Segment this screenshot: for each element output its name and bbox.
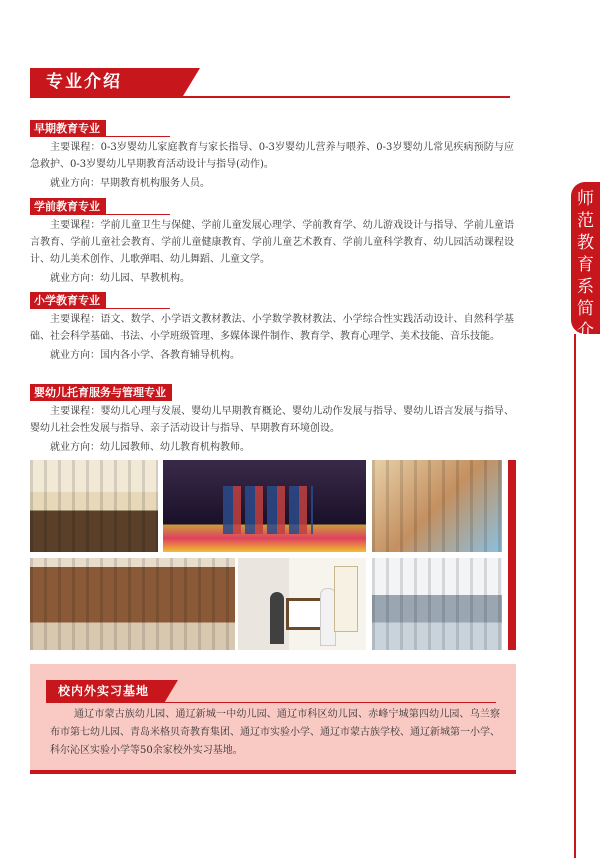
section-courses: 主要课程：语文、数学、小学语文教材教法、小学数学教材教法、小学综合性实践活动设计、自然科学基础、社会科学基础、书法、小学班级管理、多媒体课件制作、教育学、教育心理学、美术技能、音乐技能。 xyxy=(30,314,514,342)
practice-base-heading: 校内外实习基地 xyxy=(58,684,150,698)
page-title: 专业介绍 xyxy=(46,72,122,92)
section-heading: 学前教育专业 xyxy=(30,198,106,215)
practice-base-bottom-line xyxy=(30,770,516,774)
art-exhibit-photo xyxy=(30,558,235,650)
section-heading: 婴幼儿托育服务与管理专业 xyxy=(30,384,172,401)
side-tab-char: 简 xyxy=(577,299,594,319)
section-infant-care xyxy=(30,381,514,456)
section-courses: 主要课程：学前儿童卫生与保健、学前儿童发展心理学、学前教育学、幼儿游戏设计与指导、学前儿童语言教育、学前儿童社会教育、学前儿童健康教育、学前儿童艺术教育、学前儿童科学教育、幼儿园活动课程设计、幼儿美术创作、儿歌弹唱、幼儿舞蹈、儿童文学。 xyxy=(30,220,514,265)
section-courses: 主要课程：婴幼儿心理与发展、婴幼儿早期教育概论、婴幼儿动作发展与指导、婴幼儿语言发展与指导、婴幼儿社会性发展与指导、亲子活动设计与指导、早期教育环境创设。 xyxy=(30,406,514,434)
side-tab-char: 介 xyxy=(577,321,594,341)
side-tab-char: 育 xyxy=(577,255,594,275)
section-career: 就业方向：幼儿园教师、幼儿教育机构教师。 xyxy=(50,442,250,453)
photo-accent-bar xyxy=(508,460,516,650)
section-career: 就业方向：早期教育机构服务人员。 xyxy=(50,178,210,189)
side-tab-char: 师 xyxy=(577,189,594,209)
practice-base-text: 通辽市蒙古族幼儿园、通辽新城一中幼儿园、通辽市科区幼儿园、赤峰宁城第四幼儿园、乌兰察布市第七幼儿园、青岛米格贝奇教育集团、通辽市实验小学、通辽市蒙古族学校、通辽新城第一小学、科尔沁区实验小学等50余家校外实习基地。 xyxy=(50,709,500,756)
side-tab-char: 教 xyxy=(577,233,594,253)
section-heading: 小学教育专业 xyxy=(30,292,106,309)
section-courses: 主要课程：0-3岁婴幼儿家庭教育与家长指导、0-3岁婴幼儿营养与喂养、0-3岁婴幼儿常见疾病预防与应急救护、0-3岁婴幼儿早期教育活动设计与指导(动作)。 xyxy=(30,142,514,170)
computer-lab-photo xyxy=(372,558,502,650)
side-tab xyxy=(571,182,600,341)
side-divider xyxy=(574,334,576,858)
section-early-education xyxy=(30,117,514,192)
kindergarten-room-photo xyxy=(372,460,502,552)
section-preschool-education xyxy=(30,195,514,287)
side-tab-char: 范 xyxy=(577,211,594,231)
photo-collage xyxy=(30,460,514,650)
section-career: 就业方向：幼儿园、早教机构。 xyxy=(50,273,190,284)
calligraphy-presentation-photo xyxy=(238,558,366,650)
stage-performance-photo xyxy=(163,460,366,552)
practice-base-heading-line xyxy=(46,702,496,703)
section-career: 就业方向：国内各小学、各教育辅导机构。 xyxy=(50,350,240,361)
section-heading: 早期教育专业 xyxy=(30,120,106,137)
section-primary-education xyxy=(30,289,514,364)
title-underline xyxy=(30,96,510,98)
classroom-photo xyxy=(30,460,158,552)
side-tab-char: 系 xyxy=(577,277,594,297)
